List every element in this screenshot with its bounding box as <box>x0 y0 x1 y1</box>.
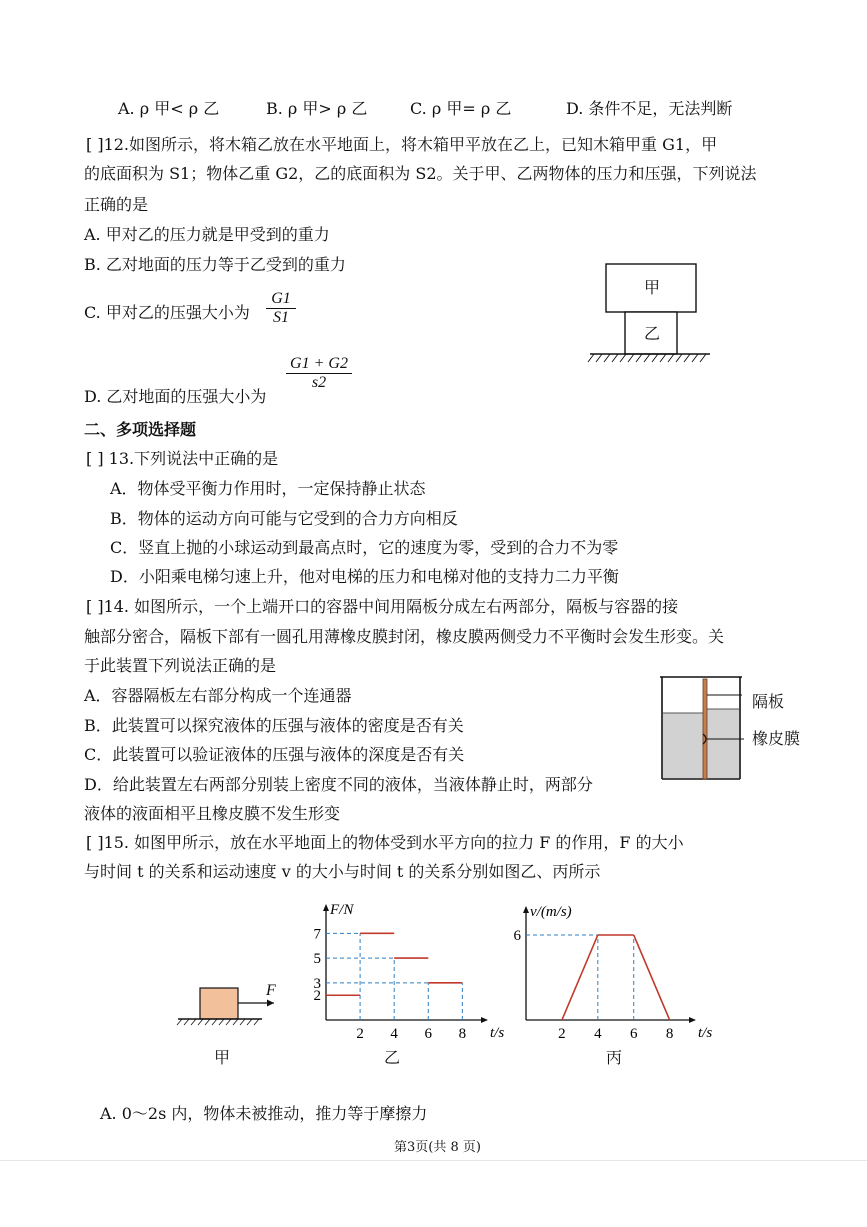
v-chart-x-tick-label: 8 <box>665 1026 674 1042</box>
q14-label-partition: 隔板 <box>752 692 785 711</box>
q12-option-a: A. 甲对乙的压力就是甲受到的重力 <box>84 225 330 244</box>
f-chart-y-axis-arrow <box>323 904 329 911</box>
q12-stem-line1: [ ]12.如图所示，将木箱乙放在水平地面上，将木箱甲平放在乙上，已知木箱甲重 G1，甲 <box>86 135 718 154</box>
q12-figure-label-jia: 甲 <box>644 278 661 297</box>
v-chart-y-axis-arrow <box>523 906 529 913</box>
q15-stem-line1: [ ]15. 如图甲所示，放在水平地面上的物体受到水平方向的拉力 F 的作用，F 的大小 <box>86 833 684 852</box>
q11-option-c: C. ρ 甲= ρ 乙 <box>410 99 512 118</box>
v-chart-x-axis-arrow <box>689 1017 696 1023</box>
v-chart-x-tick-label: 2 <box>558 1026 566 1042</box>
q14-figure-container <box>656 673 748 785</box>
q14-option-c: C．此装置可以验证液体的压强与液体的深度是否有关 <box>84 745 465 764</box>
section-title: 二、多项选择题 <box>84 420 197 439</box>
f-chart-x-tick-label: 4 <box>390 1026 398 1042</box>
v-chart-segment <box>634 935 670 1020</box>
v-chart-x-tick-label: 4 <box>594 1026 602 1042</box>
f-chart-y-tick-label: 5 <box>313 951 321 968</box>
v-chart-x-tick-label: 6 <box>629 1026 638 1042</box>
q14-option-d: D．给此装置左右两部分别装上密度不同的液体，当液体静止时，两部分 <box>84 775 593 794</box>
q15-caption-bing: 丙 <box>606 1048 623 1067</box>
f-chart-x-axis-arrow <box>481 1017 488 1023</box>
q13-option-a: A．物体受平衡力作用时，一定保持静止状态 <box>110 479 426 498</box>
q13-option-b: B．物体的运动方向可能与它受到的合力方向相反 <box>110 509 458 528</box>
q12-figure-label-yi: 乙 <box>644 324 661 343</box>
footer-divider <box>0 1160 867 1161</box>
q12-option-d-denominator: s2 <box>286 373 352 392</box>
f-chart-x-tick-label: 2 <box>356 1026 364 1042</box>
v-chart-segment <box>562 935 598 1020</box>
q14-label-membrane: 橡皮膜 <box>752 729 801 748</box>
q12-option-d-fraction <box>286 355 352 392</box>
v-chart-x-axis-label: t/s <box>698 1025 713 1041</box>
q11-option-d: D. 条件不足，无法判断 <box>566 99 733 118</box>
q14-option-b: B．此装置可以探究液体的压强与液体的密度是否有关 <box>84 716 464 735</box>
q14-option-a: A．容器隔板左右部分构成一个连通器 <box>84 686 352 705</box>
f-chart-x-tick-label: 6 <box>424 1026 433 1042</box>
q15-caption-yi: 乙 <box>384 1048 401 1067</box>
q15-jia-force-label: F <box>266 982 276 999</box>
f-chart-y-tick-label: 7 <box>313 926 321 943</box>
q12-option-d: D. 乙对地面的压强大小为 <box>84 387 267 406</box>
f-chart-x-tick-label: 8 <box>458 1026 467 1042</box>
q15-caption-jia: 甲 <box>214 1048 231 1067</box>
q12-option-c-denominator: S1 <box>266 308 296 327</box>
f-chart-y-tick-label: 3 <box>313 975 321 992</box>
q14-option-d-continued: 液体的液面相平且橡皮膜不发生形变 <box>84 804 341 823</box>
page-footer: 第3页(共 8 页) <box>394 1140 481 1155</box>
q14-stem-line3: 于此装置下列说法正确的是 <box>84 656 277 675</box>
q15-chart-velocity-time <box>500 894 713 1042</box>
q12-stem-line3: 正确的是 <box>84 195 149 214</box>
q12-option-c-numerator: G1 <box>271 290 291 307</box>
f-chart-y-axis-label: F/N <box>330 902 354 918</box>
q12-option-c-fraction <box>266 290 296 327</box>
q12-option-d-numerator: G1 + G2 <box>290 355 348 372</box>
q12-figure-boxes <box>584 258 714 368</box>
q11-option-b: B. ρ 甲> ρ 乙 <box>266 99 368 118</box>
q15-option-a: A. 0～2s 内，物体未被推动，推力等于摩擦力 <box>100 1104 428 1123</box>
q13-option-c: C．竖直上抛的小球运动到最高点时，它的速度为零，受到的合力不为零 <box>110 538 619 557</box>
q14-stem-line2: 触部分密合，隔板下部有一圆孔用薄橡皮膜封闭，橡皮膜两侧受力不平衡时会发生形变。关 <box>84 627 725 646</box>
q15-chart-force-time <box>304 892 504 1042</box>
q12-stem-line2: 的底面积为 S1；物体乙重 G2，乙的底面积为 S2。关于甲、乙两物体的压力和压强，下列说法 <box>84 164 757 183</box>
v-chart-y-tick-label: 6 <box>513 928 521 944</box>
q12-option-b: B. 乙对地面的压力等于乙受到的重力 <box>84 255 346 274</box>
q14-stem-line1: [ ]14. 如图所示，一个上端开口的容器中间用隔板分成左右两部分，隔板与容器的接 <box>86 597 679 616</box>
q13-option-d: D．小阳乘电梯匀速上升，他对电梯的压力和电梯对他的支持力二力平衡 <box>110 567 619 586</box>
q15-stem-line2: 与时间 t 的关系和运动速度 v 的大小与时间 t 的关系分别如图乙、丙所示 <box>84 862 601 881</box>
v-chart-y-axis-label: v/(m/s) <box>530 904 572 920</box>
q12-option-c: C. 甲对乙的压强大小为 <box>84 303 250 322</box>
q13-stem: [ ] 13.下列说法中正确的是 <box>86 449 279 468</box>
f-chart-y-tick-label: 2 <box>313 988 321 1005</box>
f-chart-x-axis-label: t/s <box>490 1025 505 1041</box>
q11-option-a: A. ρ 甲< ρ 乙 <box>118 99 220 118</box>
